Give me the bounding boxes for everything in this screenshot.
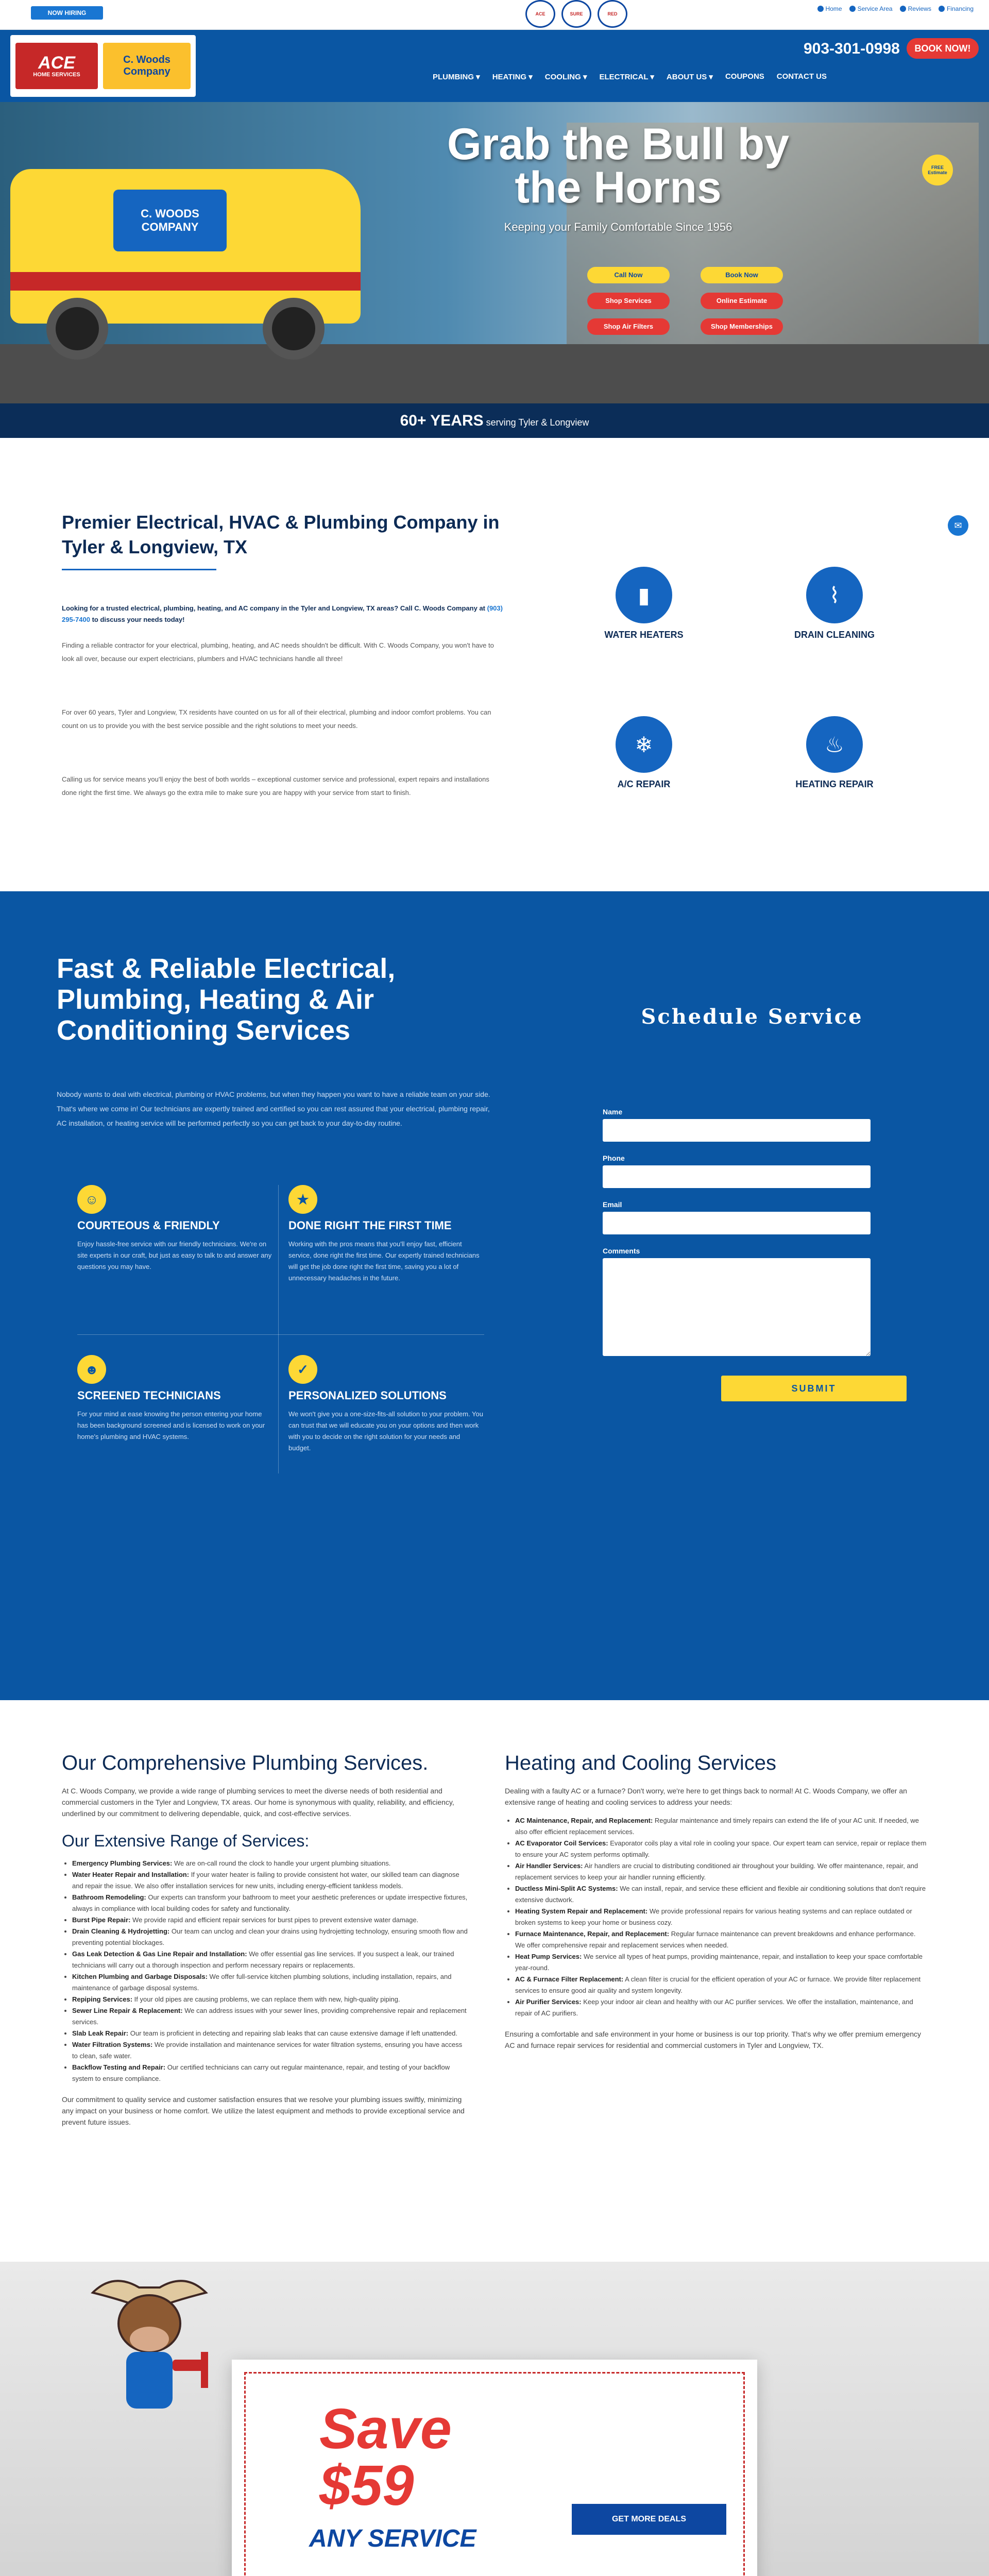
field-label: Email [603, 1200, 622, 1209]
menu-plumbing[interactable]: PLUMBING ▾ [433, 73, 480, 81]
service-list-item [72, 1971, 469, 1994]
plumbing-title: Our Comprehensive Plumbing Services. [62, 1752, 429, 1774]
service-list-item [515, 1928, 927, 1951]
service-item-text: Regular maintenance and timely repairs can extend the life of your AC unit. If needed, we also offer efficient replacement services. [515, 1817, 919, 1836]
features-form-section [0, 891, 989, 1700]
email-field [603, 1200, 871, 1234]
feature-text: Working with the pros means that you'll enjoy fast, efficient service, done right the first time. Our expertly trained technicians will get the job done right the first time, saving you a lot of unnecessary headaches in the future. [288, 1240, 480, 1282]
service-item-title: AC Maintenance, Repair, and Replacement: [515, 1817, 653, 1824]
hvac-title: Heating and Cooling Services [505, 1752, 776, 1774]
coupon-section [0, 2262, 989, 2576]
drain-icon: ⌇ [806, 567, 863, 623]
top-link-service-area[interactable] [849, 5, 893, 12]
book-now-button[interactable]: BOOK NOW! [907, 38, 979, 59]
service-list-item [515, 1906, 927, 1928]
top-link-label[interactable]: Service Area [857, 5, 893, 12]
menu-heating[interactable]: HEATING ▾ [492, 73, 533, 81]
feature-title: DONE RIGHT THE FIRST TIME [288, 1219, 452, 1232]
star-icon [900, 6, 906, 12]
service-list-item [515, 1883, 927, 1906]
coupon-card [232, 2360, 757, 2576]
features-text: Nobody wants to deal with electrical, plumbing or HVAC problems, but when they happen you want to have a reliable team on your side. That's where we come in! Our technicians are expertly trained and certified so you can rest assured that your electrical, plumbing repair, AC installation, or heating service will be performed perfectly so you can get back to your day-to-day routine. [57, 1090, 490, 1127]
service-item-text: We are on-call round the clock to handle your urgent plumbing situations. [172, 1859, 391, 1867]
service-list-item [72, 2028, 469, 2039]
hero-title: Grab the Bull by the Horns [447, 120, 790, 212]
main-header [0, 30, 989, 102]
service-item-title: Furnace Maintenance, Repair, and Replacement: [515, 1930, 670, 1938]
name-field [603, 1108, 871, 1142]
service-item-text: We offer full-service kitchen plumbing solutions, including installation, repairs, and maintenance of garbage disposal systems. [72, 1973, 452, 1992]
service-item-text: We provide professional repairs for various heating systems and can replace outdated or broken systems to keep your home or business cozy. [515, 1907, 912, 1926]
about-title: Premier Electrical, HVAC & Plumbing Company in Tyler & Longview, TX [62, 512, 500, 557]
service-item-title: Air Purifier Services: [515, 1998, 582, 2006]
service-item-text: Air handlers are crucial to distributing conditioned air throughout your building. We offer maintenance, repair, and replacement services to keep your air handler running efficiently. [515, 1862, 918, 1881]
top-link-financing[interactable] [939, 5, 974, 12]
plumbing-column [62, 1752, 469, 2128]
service-item-title: Drain Cleaning & Hydrojetting: [72, 1927, 170, 1935]
features-title: Fast & Reliable Electrical, Plumbing, Heating & Air Conditioning Services [57, 953, 396, 1046]
service-item-text: A clean filter is crucial for the efficient operation of your AC or furnace. We provide filter replacement services to ensure good air quality and system longevity. [515, 1975, 921, 1994]
phone-input[interactable] [603, 1165, 871, 1188]
service-item-title: Air Handler Services: [515, 1862, 583, 1870]
service-item-text: Evaporator coils play a vital role in cooling your space. Our expert team can service, repair or replace them to ensure your AC system performs optimally. [515, 1839, 927, 1858]
name-input[interactable] [603, 1119, 871, 1142]
cwoods-logo: C. Woods Company [103, 43, 191, 89]
service-item-title: Bathroom Remodeling: [72, 1893, 146, 1901]
service-list-item [72, 1948, 469, 1971]
service-item-text: Our experts can transform your bathroom to meet your aesthetic preferences or update irrespective fixtures, always in compliance with local building codes for safety and functionality. [72, 1893, 468, 1912]
feature-done-right [288, 1185, 484, 1284]
service-item-text: We provide installation and maintenance services for water filtration systems, ensuring you have access to clean, safe water. [72, 2041, 463, 2060]
service-item-text: If your old pipes are causing problems, we can replace them with new, high-quality piping. [132, 1995, 400, 2003]
service-item-text: We offer essential gas line services. If you suspect a leak, our trained technicians will carry out a thorough inspection and perform necessary repairs or replacements. [72, 1950, 454, 1969]
service-item-text: We service all types of heat pumps, providing maintenance, repair, and installation to keep your space comfortable year-round. [515, 1953, 923, 1972]
service-list-item [72, 2005, 469, 2028]
feature-text: For your mind at ease knowing the person entering your home has been background screened and is licensed to work on your home's plumbing and HVAC systems. [77, 1410, 265, 1440]
partner-logos [525, 0, 627, 28]
ace-logo-text: ACE [38, 53, 75, 73]
comments-field [603, 1247, 871, 1359]
feature-divider [278, 1185, 279, 1473]
menu-coupons[interactable]: COUPONS [725, 72, 764, 81]
ace-logo [15, 43, 98, 89]
service-item-text: If your water heater is failing to provide consistent hot water, our skilled team can diagnose and repair the issue. We also offer installation services for new units, including energy-efficient tankless models. [72, 1871, 459, 1890]
service-list-item [72, 2062, 469, 2084]
menu-electrical[interactable]: ELECTRICAL ▾ [599, 73, 654, 81]
service-heating-repair[interactable] [783, 716, 886, 790]
about-lead [62, 603, 505, 625]
online-estimate-button[interactable]: Online Estimate [701, 293, 783, 309]
service-label: DRAIN CLEANING [794, 630, 875, 640]
partner-logo: RED [598, 0, 627, 28]
hero-subtitle: Keeping your Family Comfortable Since 1956 [504, 221, 732, 233]
years-text: serving Tyler & Longview [483, 417, 589, 428]
service-item-title: Slab Leak Repair: [72, 2029, 129, 2037]
header-phone[interactable]: 903-301-0998 [804, 40, 900, 57]
service-label: A/C REPAIR [617, 779, 671, 789]
feature-text: Enjoy hassle-free service with our friendly technicians. We're on site experts in our craft, but just as easy to talk to and answer any questions you may have. [77, 1240, 272, 1270]
hvac-list [505, 1815, 927, 2019]
service-item-title: Heat Pump Services: [515, 1953, 582, 1960]
schedule-form-title: Schedule Service [641, 1005, 863, 1029]
title-underline [62, 569, 216, 570]
top-link-reviews[interactable] [900, 5, 931, 12]
service-item-text: Our team is proficient in detecting and repairing slab leaks that can cause extensive damage if left unattended. [128, 2029, 457, 2037]
call-now-button[interactable]: Call Now [587, 267, 670, 283]
lead-text: to discuss your needs today! [90, 616, 185, 623]
main-menu [433, 72, 827, 81]
hvac-outro: Ensuring a comfortable and safe environment in your home or business is our top priority. That's why we offer premium emergency AC and furnace repair services for residential and commercial customers in Tyler and Longview, TX. [505, 2030, 922, 2049]
years-number: 60+ YEARS [400, 412, 484, 429]
shop-services-button[interactable]: Shop Services [587, 293, 670, 309]
service-list-item [515, 1815, 927, 1838]
top-bar [0, 0, 989, 30]
top-link-label[interactable]: Home [825, 5, 842, 12]
service-item-title: Water Filtration Systems: [72, 2041, 153, 2048]
service-item-text: Keep your indoor air clean and healthy with our AC purifier services. We offer the installation, maintenance, and repair of AC purifiers. [515, 1998, 913, 2017]
about-paragraph: Finding a reliable contractor for your electrical, plumbing, heating, and AC needs shouldn't be difficult. With C. Woods Company, you won't have to look all over, because our expert electricians, plumbers and HVAC technicians handle all three! [62, 641, 494, 663]
service-item-title: Repiping Services: [72, 1995, 133, 2003]
handshake-icon: ☺ [77, 1185, 106, 1214]
hvac-column [505, 1752, 927, 2051]
ac-unit-icon: ❄ [616, 716, 672, 773]
service-item-title: Backflow Testing and Repair: [72, 2063, 166, 2071]
hero-banner [0, 102, 989, 438]
service-label: HEATING REPAIR [795, 779, 874, 789]
service-list-item [72, 1869, 469, 1892]
about-paragraph: For over 60 years, Tyler and Longview, TX residents have counted on us for all of their electrical, plumbing and indoor comfort problems. You can count on us to provide you with the best service possible and the right solutions to meet your needs. [62, 708, 491, 730]
service-item-title: Heating System Repair and Replacement: [515, 1907, 648, 1915]
service-item-text: We can address issues with your sewer lines, providing comprehensive repair and replacement services. [72, 2007, 467, 2026]
feature-title: PERSONALIZED SOLUTIONS [288, 1389, 447, 1402]
feature-divider [77, 1334, 484, 1335]
check-icon: ✓ [288, 1355, 317, 1384]
service-list-item [72, 1858, 469, 1869]
top-link-label[interactable]: Reviews [908, 5, 931, 12]
now-hiring-button[interactable]: NOW HIRING [31, 6, 103, 20]
menu-about[interactable]: ABOUT US ▾ [666, 73, 713, 81]
lead-phone-link[interactable]: (903) 295-7400 [62, 604, 503, 623]
dollar-icon [939, 6, 945, 12]
plumbing-list [62, 1858, 469, 2084]
save-word: Save [319, 2397, 452, 2461]
service-list-item [515, 1860, 927, 1883]
about-paragraph: Calling us for service means you'll enjoy the best of both worlds – exceptional customer service and professional, expert repairs and installations done right the first time. We always go the extra mile to make sure you are happy with your service from start to finish. [62, 775, 489, 796]
comments-input[interactable] [603, 1258, 871, 1356]
service-list-item [72, 1994, 469, 2005]
plumbing-intro: At C. Woods Company, we provide a wide range of plumbing services to meet the diverse needs of both residential and commercial customers in the Tyler and Longview, TX areas. Our home is synonymous with quality, reliability, and efficiency, underlined by our commitment to delivering dependable, quick, and cost-effective services. [62, 1787, 454, 1818]
top-link-label[interactable]: Financing [946, 5, 974, 12]
service-item-title: Ductless Mini-Split AC Systems: [515, 1885, 618, 1892]
menu-contact[interactable]: CONTACT US [776, 72, 827, 81]
van-logo: C. WOODS COMPANY [113, 190, 227, 251]
feature-title: COURTEOUS & FRIENDLY [77, 1219, 220, 1232]
furnace-icon: ♨ [806, 716, 863, 773]
service-item-title: Emergency Plumbing Services: [72, 1859, 173, 1867]
bull-mascot-icon [82, 2262, 216, 2427]
service-list-item [72, 1914, 469, 1926]
coupon-save [319, 2397, 452, 2517]
service-ac-repair[interactable] [592, 716, 695, 790]
service-list-item [72, 1926, 469, 1948]
range-title: Our Extensive Range of Services: [62, 1832, 310, 1850]
service-item-text: Our team can unclog and clean your drains using hydrojetting technology, ensuring smooth flow and preventing potential blockages. [72, 1927, 468, 1946]
service-list-item [72, 2039, 469, 2062]
service-item-text: We can install, repair, and service these efficient and flexible air conditioning solutions that don't require extensive ductwork. [515, 1885, 926, 1904]
site-logo[interactable] [10, 35, 196, 97]
service-item-title: Gas Leak Detection & Gas Line Repair and Installation: [72, 1950, 247, 1958]
technician-icon: ☻ [77, 1355, 106, 1384]
book-now-hero-button[interactable]: Book Now [701, 267, 783, 283]
feature-courteous [77, 1185, 273, 1273]
top-link-home[interactable] [817, 5, 842, 12]
coupon-any-service: ANY SERVICE [309, 2525, 476, 2552]
service-item-title: Sewer Line Repair & Replacement: [72, 2007, 183, 2014]
service-item-title: Water Heater Repair and Installation: [72, 1871, 190, 1878]
field-label: Phone [603, 1154, 625, 1162]
plumbing-outro: Our commitment to quality service and customer satisfaction ensures that we resolve your plumbing issues swiftly, minimizing any impact on your business or home comfort. We utilize the latest equipment and methods to provide exceptional service and prevent future issues. [62, 2095, 465, 2126]
ace-logo-sub: HOME SERVICES [33, 72, 80, 78]
top-links [817, 5, 974, 12]
service-item-text: Our certified technicians can carry out regular maintenance, repair, and testing of your backflow system to ensure compliance. [72, 2063, 450, 2082]
chat-icon[interactable]: ✉ [948, 515, 968, 536]
service-list-item [72, 1892, 469, 1914]
service-drain-cleaning[interactable] [783, 567, 886, 640]
service-item-title: AC Evaporator Coil Services: [515, 1839, 608, 1847]
field-label: Comments [603, 1247, 640, 1255]
services-section [0, 1700, 989, 2262]
years-banner [0, 403, 989, 438]
hvac-intro: Dealing with a faulty AC or a furnace? Don't worry, we're here to get things back to normal! At C. Woods Company, we offer an extensive range of heating and cooling services to address your needs: [505, 1787, 907, 1806]
feature-personalized [288, 1355, 484, 1454]
feature-text: We won't give you a one-size-fits-all solution to your problem. You can trust that we will educate you on your options and then work with you to decide on the right solution for your needs and budget. [288, 1410, 483, 1452]
service-list-item [515, 1974, 927, 1996]
service-list-item [515, 1838, 927, 1860]
service-item-text: Regular furnace maintenance can prevent breakdowns and enhance performance. We offer comprehensive repair and replacement services when needed. [515, 1930, 916, 1949]
van-wheel [263, 298, 325, 360]
service-list-item [515, 1951, 927, 1974]
menu-cooling[interactable]: COOLING ▾ [544, 73, 587, 81]
service-water-heaters[interactable] [592, 567, 695, 640]
service-item-title: Burst Pipe Repair: [72, 1916, 131, 1924]
phone-field [603, 1154, 871, 1188]
field-label: Name [603, 1108, 623, 1116]
email-input[interactable] [603, 1212, 871, 1234]
save-amount: $59 [319, 2454, 414, 2517]
about-section [0, 438, 989, 891]
van-wheel [46, 298, 108, 360]
water-heater-icon: ▮ [616, 567, 672, 623]
map-pin-icon [849, 6, 856, 12]
badge-icon: ★ [288, 1185, 317, 1214]
home-icon [817, 6, 824, 12]
feature-screened [77, 1355, 273, 1443]
service-label: WATER HEATERS [604, 630, 684, 640]
partner-logo: SURE [561, 0, 591, 28]
service-item-text: We provide rapid and efficient repair services for burst pipes to prevent extensive water damage. [130, 1916, 419, 1924]
get-more-deals-button[interactable]: GET MORE DEALS [572, 2504, 726, 2535]
service-item-title: Kitchen Plumbing and Garbage Disposals: [72, 1973, 208, 1980]
partner-logo: ACE [525, 0, 555, 28]
service-list-item [515, 1996, 927, 2019]
shop-memberships-button[interactable]: Shop Memberships [701, 318, 783, 335]
service-item-title: AC & Furnace Filter Replacement: [515, 1975, 624, 1983]
free-estimate-badge[interactable]: FREE Estimate [922, 155, 953, 185]
lead-text: Looking for a trusted electrical, plumbing, heating, and AC company in the Tyler and Longview, TX areas? Call C. Woods Company at [62, 604, 487, 612]
feature-title: SCREENED TECHNICIANS [77, 1389, 221, 1402]
shop-air-filters-button[interactable]: Shop Air Filters [587, 318, 670, 335]
van-stripe [10, 272, 361, 291]
submit-button[interactable]: SUBMIT [721, 1376, 907, 1401]
